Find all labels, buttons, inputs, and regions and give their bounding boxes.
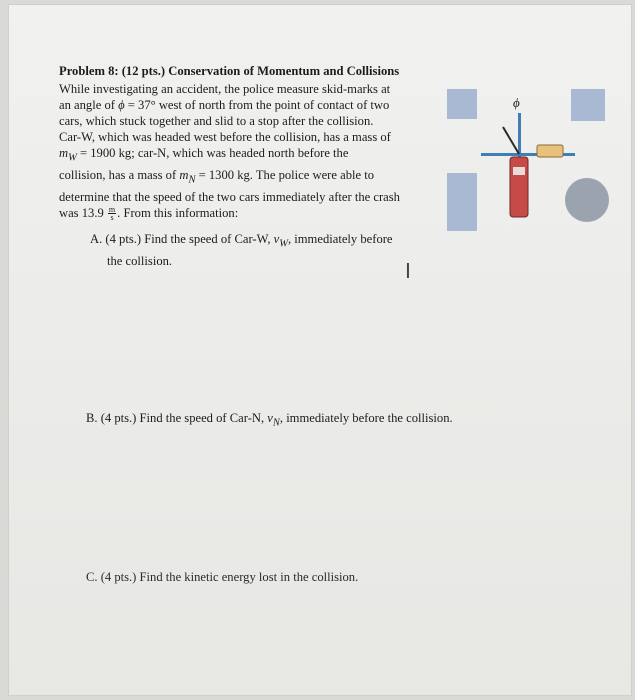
- problem-line: [59, 167, 454, 189]
- text: was 13.9: [59, 205, 107, 220]
- problem-statement: [59, 63, 454, 221]
- fraction-denominator: s: [110, 213, 114, 223]
- problem-line: determine that the speed of the two cars immediately after the crash: [59, 189, 400, 204]
- problem-title: Problem 8: (12 pts.) Conservation of Momentum and Collisions: [59, 64, 400, 78]
- problem-line: cars, which stuck together and slid to a stop after the collision.: [59, 114, 374, 129]
- problem-line: [59, 145, 454, 167]
- mass-symbol: m: [59, 146, 69, 161]
- problem-line: [59, 97, 454, 113]
- car-north: [510, 157, 528, 217]
- subscript: W: [68, 152, 77, 164]
- velocity-symbol: v: [267, 411, 273, 425]
- phi-symbol: ϕ: [118, 98, 125, 113]
- text: , immediately before: [287, 232, 393, 246]
- problem-line: [59, 205, 454, 222]
- text: collision, has a mass of: [59, 168, 180, 183]
- block-top-right: [571, 89, 605, 121]
- part-b-label: B. (4 pts.) Find the speed of Car-N,: [86, 411, 268, 425]
- subscript: N: [272, 417, 280, 429]
- car-west: [537, 145, 563, 157]
- problem-line: While investigating an accident, the police measure skid-marks at: [59, 82, 391, 97]
- bush-icon: [565, 178, 609, 222]
- part-c-question: C. (4 pts.) Find the kinetic energy lost in the collision.: [86, 570, 359, 584]
- text: , immediately before the collision.: [279, 411, 453, 425]
- text: . From this information:: [117, 205, 239, 220]
- unit-fraction: [108, 206, 116, 221]
- part-a-line2: the collision.: [107, 253, 173, 268]
- road-vertical: [518, 113, 521, 157]
- block-bottom-left: [447, 173, 477, 231]
- part-b-question: [86, 410, 546, 432]
- text: an angle of: [59, 98, 119, 113]
- text-cursor-icon: I: [405, 259, 411, 283]
- fraction-numerator: m: [108, 205, 116, 215]
- block-top-left: [447, 89, 477, 119]
- skid-mark-line: [503, 127, 519, 154]
- part-a-label: A. (4 pts.) Find the speed of Car-W,: [90, 232, 274, 246]
- part-a-question: [90, 231, 450, 269]
- text: = 37° west of north from the point of contact of two: [124, 98, 390, 113]
- problem-line: Car-W, which was headed west before the collision, has a mass of: [59, 130, 391, 145]
- text: = 1900 kg; car-N, which was headed north before the: [76, 146, 349, 161]
- mass-symbol: m: [179, 168, 189, 183]
- text: = 1300 kg. The police were able to: [195, 168, 375, 183]
- velocity-symbol: v: [273, 232, 280, 246]
- intersection-diagram: [439, 75, 619, 235]
- subscript: N: [188, 174, 196, 186]
- subscript: W: [279, 238, 288, 250]
- worksheet-page: [8, 4, 632, 696]
- phi-label: ϕ: [513, 95, 520, 110]
- car-window: [513, 167, 525, 175]
